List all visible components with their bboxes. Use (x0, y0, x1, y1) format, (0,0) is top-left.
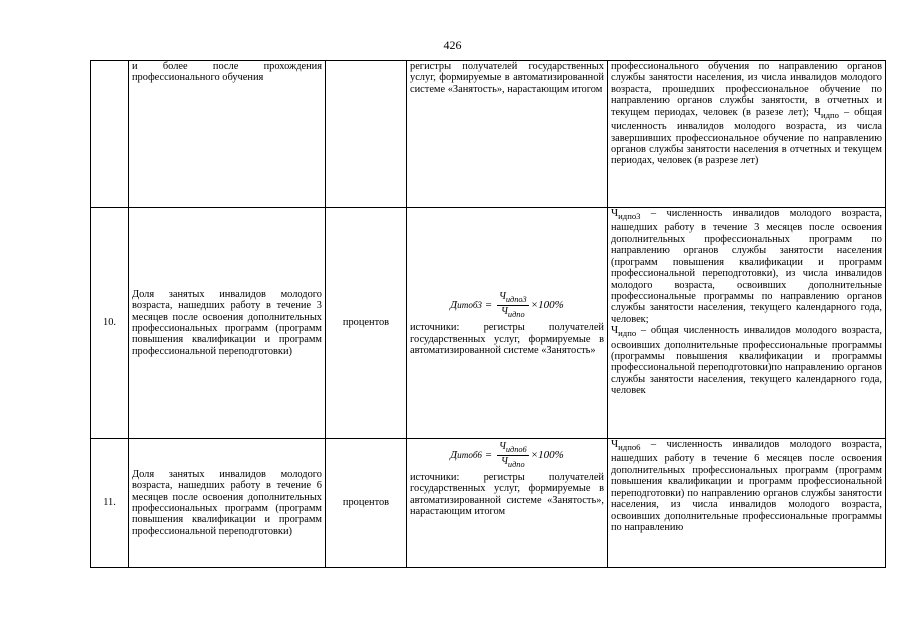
table-row (91, 439, 886, 568)
unit-cell: процентов (326, 208, 407, 439)
formula-tail: ×100% (530, 299, 564, 312)
calculation-method: регистры получателей государственных услуг, формируемые в автоматизированной системе «Занятость», нарастающим итогом (407, 61, 608, 208)
indicators-table (90, 60, 886, 568)
definition-cell (608, 61, 886, 208)
variable-subscript: идпо3 (618, 211, 641, 222)
formula-tail: ×100% (530, 448, 564, 461)
definition-text: – численность инвалидов молодого возраста, нашедших работу в течение 6 месяцев после освоения дополнительных профессиональных программ (программ повышения квалификации и программ профессиональной переподготовки) по направлению органов службы занятости населения, из числа инвалидов молодого возраста, освоивших дополнительные профессиональные программы по направлению (611, 439, 882, 533)
variable-subscript: идпо (821, 109, 840, 120)
formula: Д итоб6 = $\frac{Ч_{идпо6}}{Ч_{идпо}}$ ×100% (450, 441, 564, 469)
calculation-method: источники: регистры получателей государственных услуг, формируемые в автоматизированной системе «Занятость» (410, 322, 604, 357)
formula: Д итоб3 = $\frac{Ч_{идпо3}}{Ч_{идпо}}$ ×100% (450, 291, 564, 320)
calculation-method-cell (407, 208, 608, 439)
unit-cell: процентов (326, 439, 407, 568)
formula-lhs-sub: итоб6 (457, 449, 483, 460)
indicator-name: Доля занятых инвалидов молодого возраста, нашедших работу в течение 3 месяцев после освоения дополнительных профессиональных программ (программ повышения квалификации и программ профессиональной переподготовки) (129, 208, 326, 439)
indicator-name: Доля занятых инвалидов молодого возраста, нашедших работу в течение 6 месяцев после освоения дополнительных профессиональных программ (программ повышения квалификации и программ профессиональной переподготовки) (129, 439, 326, 568)
definition-text: профессионального обучения по направлению органов службы занятости населения, из числа инвалидов молодого возраста, прошедших профессиональное обучение по направлению органов службы занятости, в отчетных и текущем периодах, человек (в разезе лет); (611, 61, 882, 118)
formula-lhs-sub: итоб3 (457, 300, 483, 311)
row-number: 10. (91, 208, 129, 439)
formula-numerator: Ч (498, 441, 506, 452)
unit-cell (326, 61, 407, 208)
row-number (91, 61, 129, 208)
row-number: 11. (91, 439, 129, 568)
definition-text: – численность инвалидов молодого возраста, нашедших работу в течение 3 месяцев после освоения дополнительных профессиональных программ по направлению органов службы занятости населения (программ повышения квалификации и программ профессиональной переподготовки), из числа инвалидов молодого возраста, освоивших дополнительные профессиональные программы по направлению органов службы занятости населения, текущего календарного года, человек; (611, 208, 882, 325)
definition-text: – общая численность инвалидов молодого возраста, освоивших дополнительные профессиональные программы (программы повышения квалификации и программы профессиональной переподготовки)по направлению органов службы занятости населения, текущего календарного года, человек (611, 325, 882, 397)
definition-cell (608, 439, 886, 568)
calculation-method: источники: регистры получателей государственных услуг, формируемые в автоматизированной системе «Занятость», нарастающим итогом (410, 472, 604, 518)
formula-fraction (497, 291, 529, 320)
formula-numerator-sub: идпо6 (505, 445, 527, 454)
formula-numerator-sub: идпо3 (505, 295, 527, 305)
formula-denominator: Ч (501, 456, 508, 467)
variable-subscript: идпо (618, 328, 637, 339)
table-row (91, 208, 886, 439)
variable-symbol: Ч (611, 438, 619, 450)
variable-symbol: Ч (813, 105, 822, 118)
formula-denominator: Ч (501, 306, 508, 318)
formula-denominator-sub: идпо (507, 460, 525, 469)
formula-numerator: Ч (498, 291, 506, 303)
formula-lhs: Д (450, 299, 458, 312)
page-number: 426 (443, 38, 462, 52)
formula-denominator-sub: идпо (507, 310, 525, 320)
formula-lhs: Д (450, 448, 458, 461)
table-row (91, 61, 886, 208)
formula-fraction (497, 441, 529, 470)
variable-symbol: Ч (611, 324, 619, 337)
variable-symbol: Ч (611, 207, 619, 219)
definition-cell (608, 208, 886, 439)
indicator-name: и более после прохождения профессионального обучения (129, 61, 326, 208)
definition-text: – общая численность инвалидов молодого возраста, из числа завершивших профессиональное обучение по направлению органов службы занятости населения в отчетных и текущем периодах, человек (в разрезе лет) (611, 106, 882, 167)
variable-subscript: идпо6 (618, 442, 641, 453)
calculation-method-cell (407, 439, 608, 568)
